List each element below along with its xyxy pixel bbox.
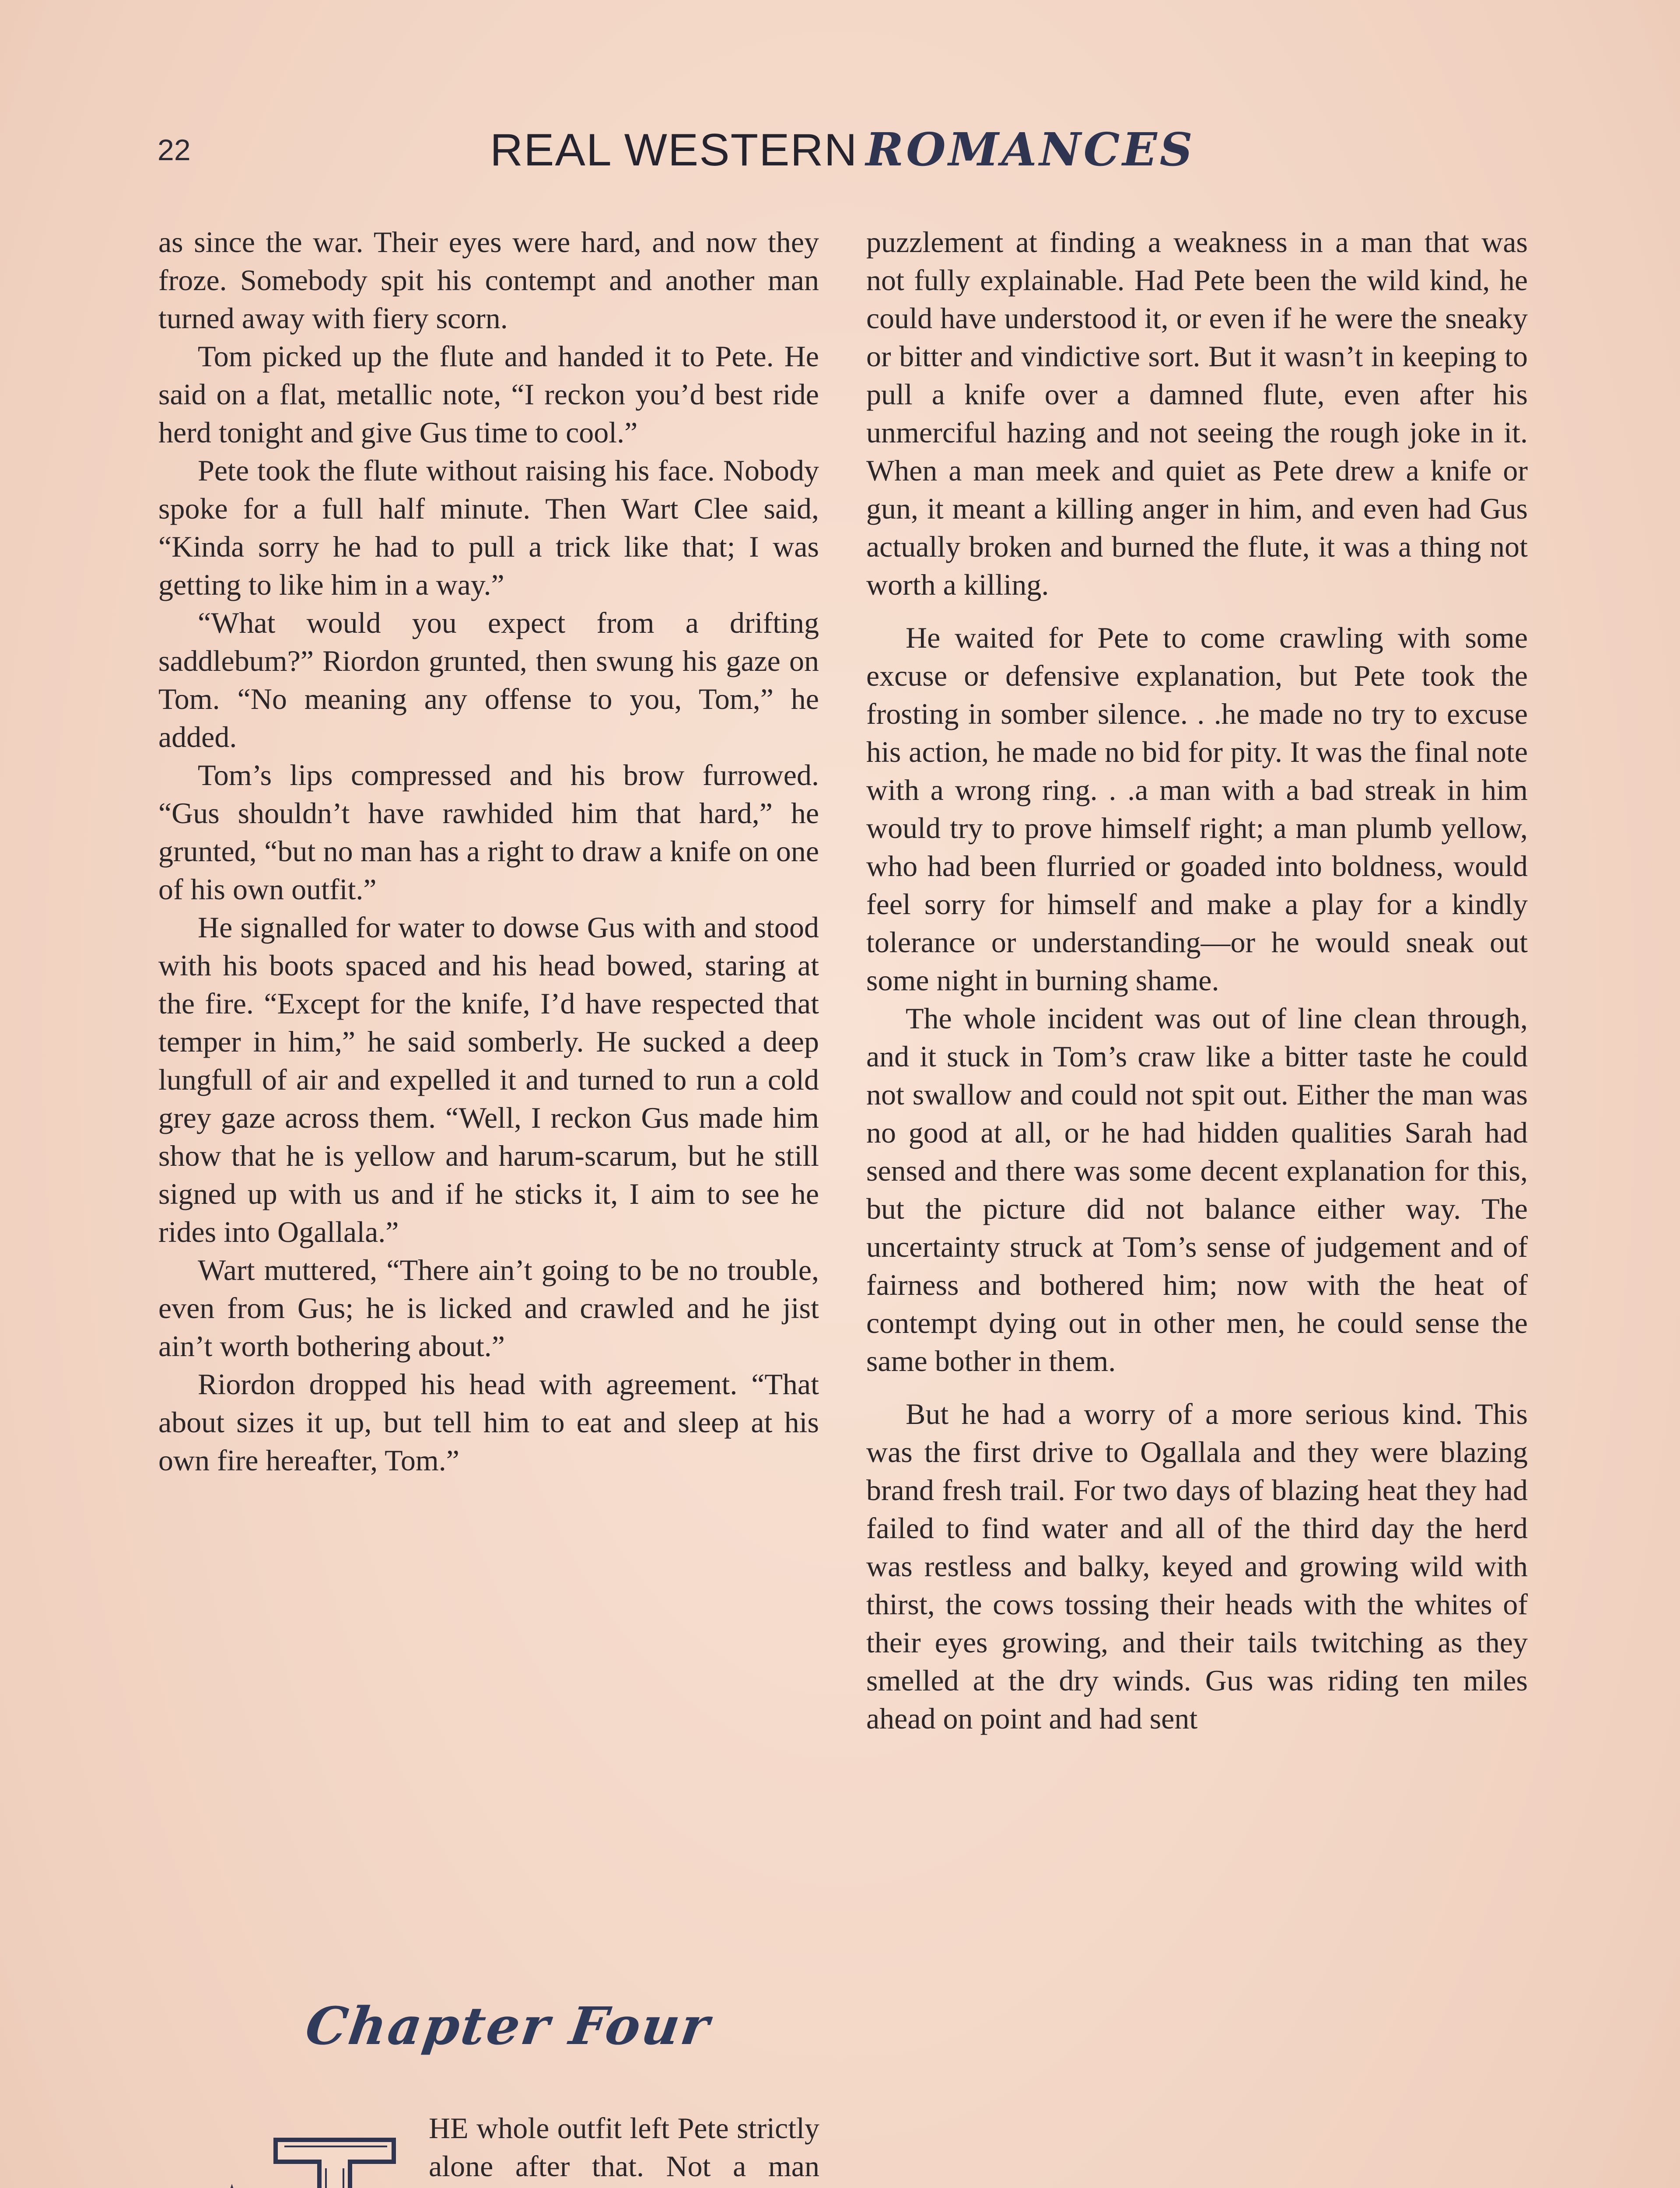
paragraph: The whole incident was out of line clean through, and it stuck in Tom’s craw like a bitter taste he could not swallow and could not spit out. Either the man was no good at all, or he had hidden qualities Sarah had sensed and there was some decent explanation for this, but the picture did not balance either way. The uncertainty struck at Tom’s sense of judgement and of fairness and bothered him; now with the heat of contempt dying out in other men, he could sense the same bother in them. xyxy=(866,1002,1528,1378)
chapter-heading: Chapter Four xyxy=(302,1995,715,2056)
paragraph: as since the war. Their eyes were hard, and now they froze. Somebody spit his contempt and another man turned away with fiery scorn. xyxy=(158,225,819,335)
paragraph: Tom’s lips compressed and his brow furrowed. “Gus shouldn’t have rawhided him that hard,” he grunted, “but no man has a right to draw a knife on one of his own outfit.” xyxy=(158,758,819,906)
page-header xyxy=(158,123,1536,184)
page-number: 22 xyxy=(158,133,191,167)
paragraph: Pete took the flute without raising his face. Nobody spoke for a full half minute. Then Wart Clee said, “Kinda sorry he had to pull a trick like that; I was getting to like him in a way.” xyxy=(158,454,819,601)
running-head xyxy=(490,123,1195,176)
paragraph: Wart muttered, “There ain’t going to be no trouble, even from Gus; he is licked and crawled and he jist ain’t worth bothering about.” xyxy=(158,1253,819,1363)
paragraph: He waited for Pete to come crawling with some excuse or defensive explanation, but Pete took the frosting in somber silence. . .he made no try to excuse his action, he made no bid for pity. It was the final note with a wrong ring. . .a man with a bad streak in him would try to prove himself right; a man plumb yellow, who had been flurried or goaded into boldness, would feel sorry for himself and make a play for a kindly tolerance or understanding—or he would sneak out some night in burning shame. xyxy=(866,621,1528,997)
paragraph: He signalled for water to dowse Gus with and stood with his boots spaced and his head bowed, staring at the fire. “Except for the knife, I’d have respected that temper in him,” he said somberly. He sucked a deep lungfull of air and expelled it and turned to run a cold grey gaze across them. “Well, I reckon Gus made him show that he is yellow and harum-scarum, but he still signed up with us and if he sticks it, I aim to see he rides into Ogallala.” xyxy=(158,911,819,1248)
right-column xyxy=(866,223,1528,1738)
chapter-opening-paragraph: HE whole outfit left Pete strictly alone after that. Not a man xyxy=(429,2111,819,2183)
paragraph: “What would you expect from a drifting saddlebum?” Riordon grunted, then swung his gaze on Tom. “No meaning any offense to you, Tom,” he added. xyxy=(158,606,819,754)
drop-cap-illustration xyxy=(210,2127,411,2188)
running-head-brand: ROMANCES xyxy=(865,123,1195,176)
paragraph: Tom picked up the flute and handed it to Pete. He said on a flat, metallic note, “I reckon you’d best ride herd tonight and give Gus time to cool.” xyxy=(158,340,819,449)
left-column xyxy=(158,223,819,1480)
paragraph: But he had a worry of a more serious kind. This was the first drive to Ogallala and they were blazing brand fresh trail. For two days of blazing heat they had failed to find water and all of the third day the herd was restless and balky, keyed and growing wild with thirst, the cows tossing their heads with the whites of their eyes growing, and their tails twitching as they smelled at the dry winds. Gus was riding ten miles ahead on point and had sent xyxy=(866,1397,1528,1735)
paragraph: Riordon dropped his head with agreement. “That about sizes it up, but tell him to eat and sleep at his own fire hereafter, Tom.” xyxy=(158,1368,819,1477)
paragraph: puzzlement at finding a weakness in a man that was not fully explainable. Had Pete been the wild kind, he could have understood it, or even if he were the sneaky or bitter and vindictive sort. But it wasn’t in keeping to pull a knife over a damned flute, even after his unmerciful hazing and not seeing the rough joke in it. When a man meek and quiet as Pete drew a knife or gun, it meant a killing anger in him, and even had Gus actually broken and burned the flute, it was a thing not worth a killing. xyxy=(866,225,1528,601)
running-head-title: REAL WESTERN xyxy=(490,125,858,175)
